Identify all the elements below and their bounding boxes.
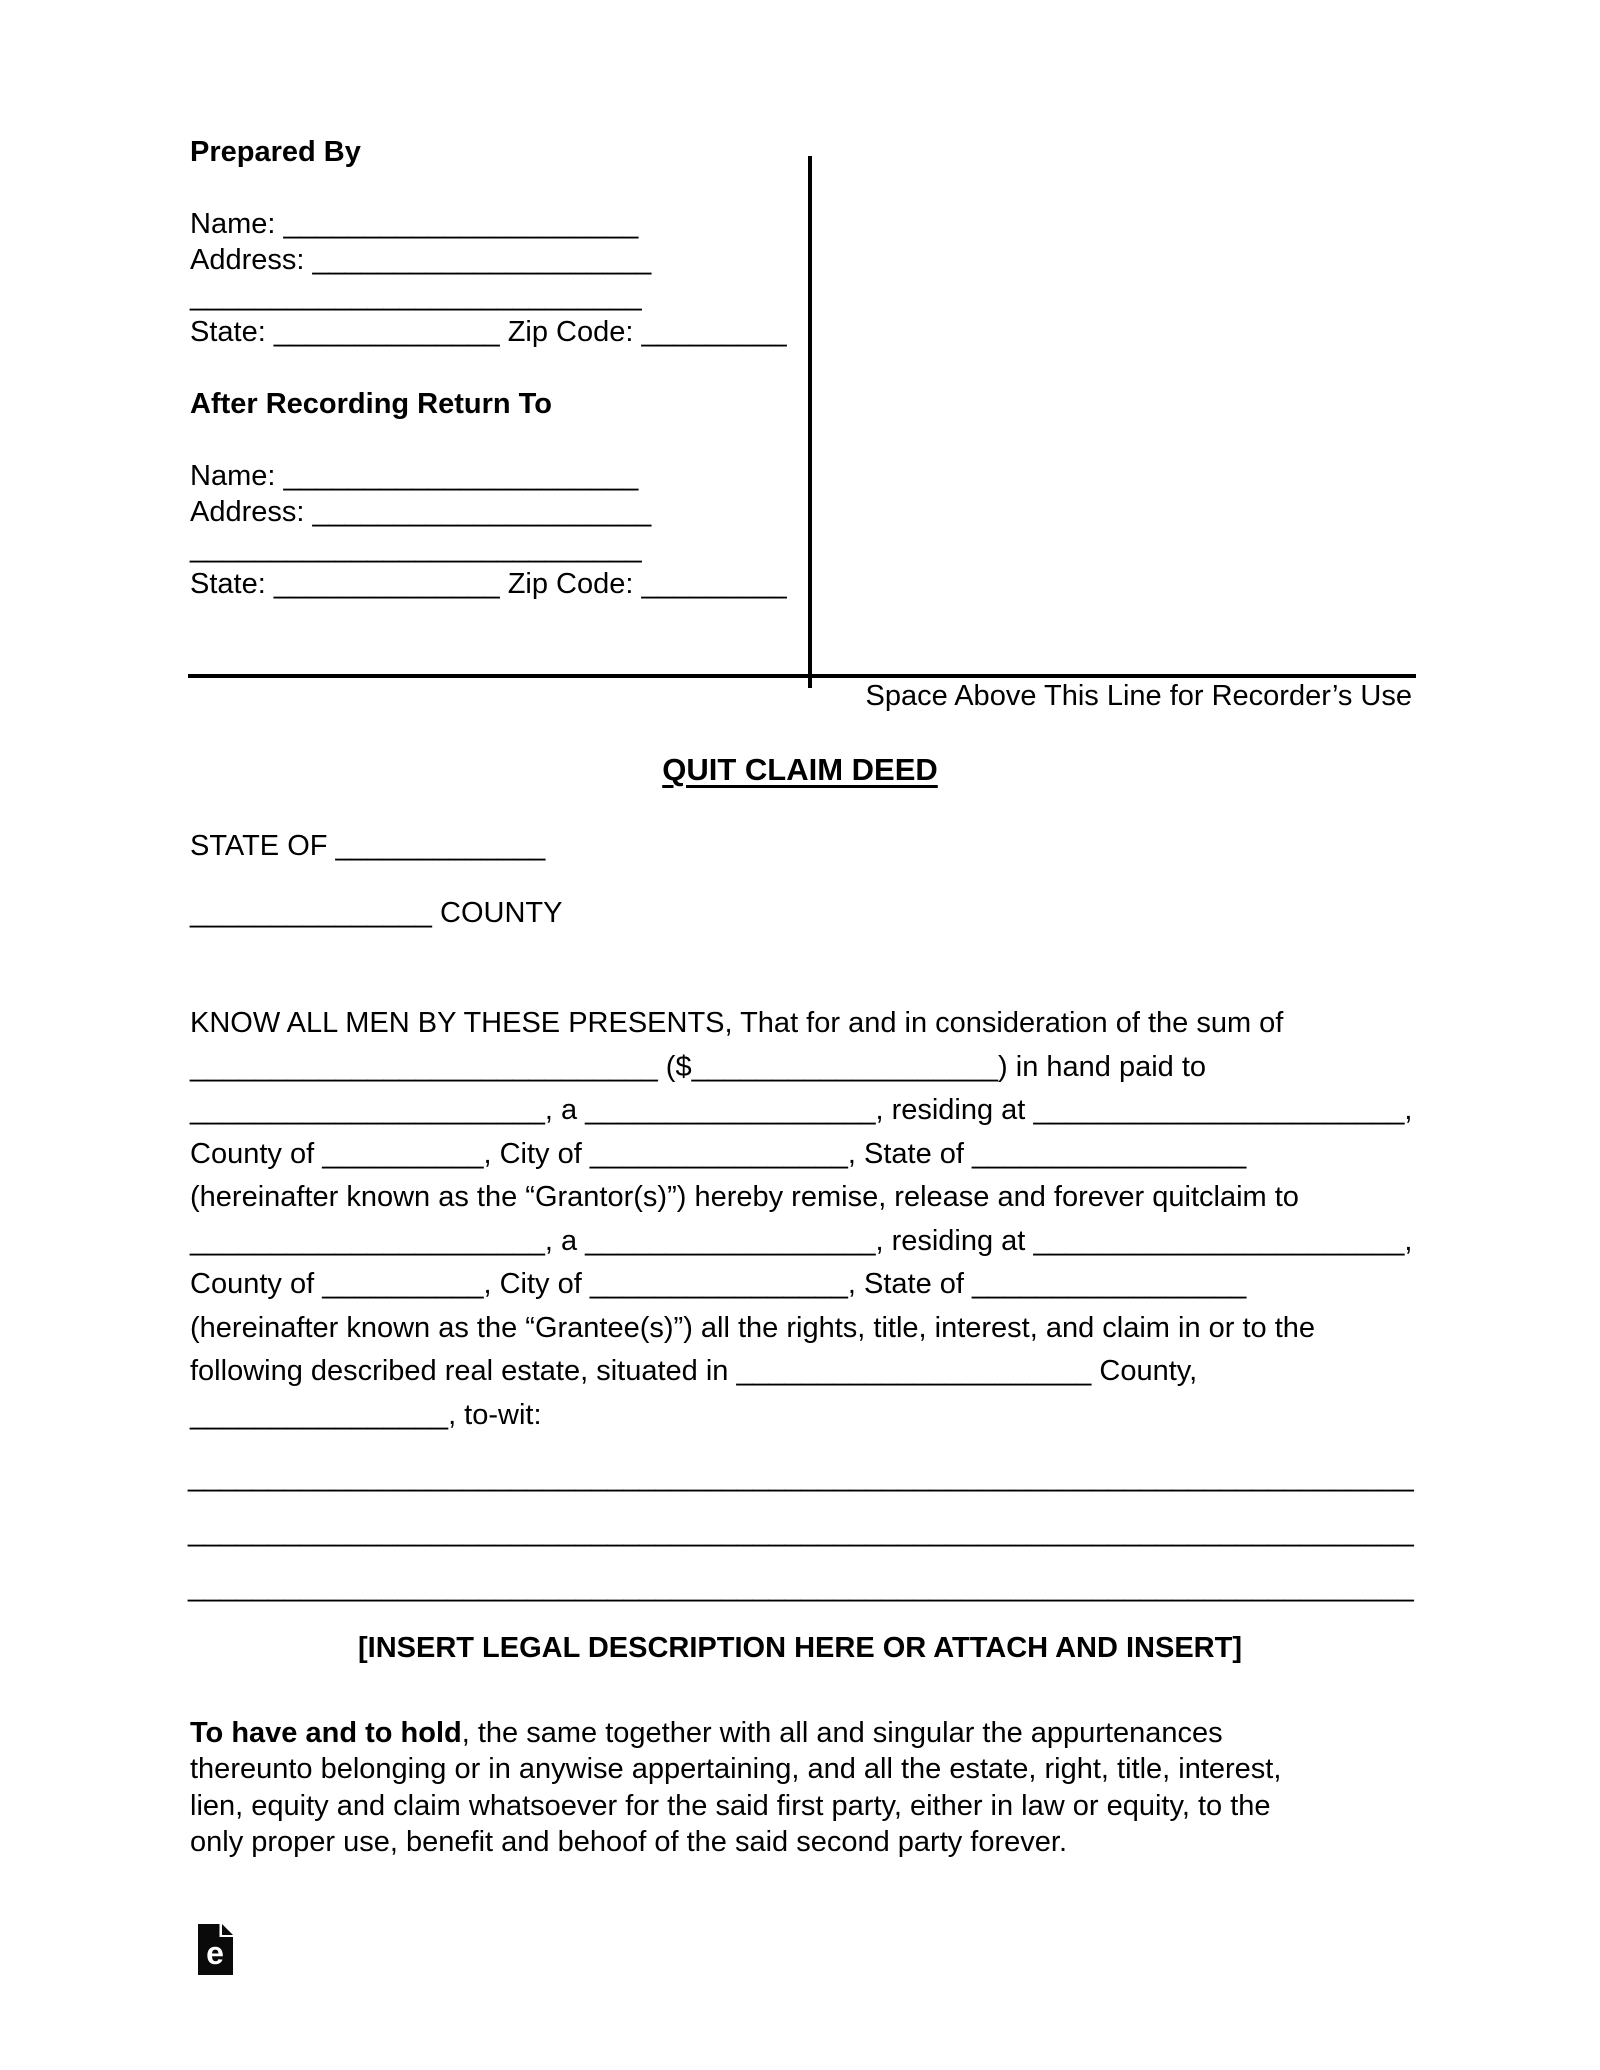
prepared-by-name-blank[interactable]: ______________________ xyxy=(283,208,639,240)
return-to-address-line-2 xyxy=(190,530,787,566)
state-of-blank[interactable]: _____________ xyxy=(335,830,546,862)
grantor-address-blank[interactable]: _______________________ xyxy=(1033,1094,1405,1126)
county-blank[interactable]: _______________ xyxy=(190,897,432,929)
prepared-by-name-line xyxy=(190,206,787,242)
state-of-line xyxy=(190,830,545,863)
text-run: , State of xyxy=(847,1137,973,1170)
grantee-state-blank[interactable]: _________________ xyxy=(972,1268,1247,1300)
recorder-horizontal-rule xyxy=(188,674,1416,678)
text-run: , a xyxy=(544,1224,586,1257)
habendum-paragraph xyxy=(190,1715,1450,1860)
grantor-name-blank[interactable]: ______________________ xyxy=(190,1094,545,1126)
text-run: , residing at xyxy=(875,1224,1034,1257)
return-to-name-blank[interactable]: ______________________ xyxy=(283,460,639,492)
state-label: State: xyxy=(190,316,274,348)
text-run: County, xyxy=(1091,1355,1198,1387)
legal-description-line-2[interactable]: ____________________________________________________________________________ xyxy=(188,1516,1414,1548)
address-label: Address: xyxy=(190,496,313,528)
zip-code-label: Zip Code: xyxy=(499,316,642,348)
prepared-by-zip-blank[interactable]: _________ xyxy=(641,316,787,348)
recorder-box-vertical-divider xyxy=(808,156,812,688)
state-of-label: STATE OF xyxy=(190,830,336,862)
habendum-line-4: only proper use, benefit and behoof of the said second party forever. xyxy=(190,1825,1068,1858)
prepared-by-address-line xyxy=(190,242,787,278)
svg-text:e: e xyxy=(206,1935,224,1971)
return-to-name-line xyxy=(190,458,787,494)
property-county-blank[interactable]: ______________________ xyxy=(736,1355,1092,1387)
property-state-blank[interactable]: ________________ xyxy=(190,1398,449,1431)
return-to-state-blank[interactable]: ______________ xyxy=(273,568,500,600)
habendum-line-3: lien, equity and claim whatsoever for the said first party, either in law or equity, to the xyxy=(190,1789,1271,1822)
text-run: , to-wit: xyxy=(448,1398,542,1431)
name-label: Name: xyxy=(190,460,284,492)
text-run: , xyxy=(1404,1224,1413,1257)
state-label: State: xyxy=(190,568,274,600)
text-run: , State of xyxy=(847,1268,973,1300)
deed-line-1: KNOW ALL MEN BY THESE PRESENTS, That for and in consideration of the sum of xyxy=(190,1007,1284,1039)
text-run: , a xyxy=(544,1094,586,1126)
consideration-amount-words-blank[interactable]: _____________________________ xyxy=(190,1050,658,1083)
deed-line-6 xyxy=(190,1220,1450,1264)
county-label: COUNTY xyxy=(431,897,563,929)
habendum-line-1 xyxy=(190,1715,1450,1751)
deed-body-paragraph xyxy=(190,1002,1450,1437)
grantor-county-blank[interactable]: __________ xyxy=(322,1137,484,1170)
text-run: , the same together with all and singular the appurtenances xyxy=(461,1717,1223,1749)
prepared-by-heading: Prepared By xyxy=(190,136,361,168)
consideration-amount-number-blank[interactable]: ___________________ xyxy=(691,1050,999,1083)
deed-line-7 xyxy=(190,1263,1450,1307)
grantee-city-blank[interactable]: ________________ xyxy=(589,1268,848,1300)
eforms-logo-icon xyxy=(198,1924,233,1975)
grantor-city-blank[interactable]: ________________ xyxy=(589,1137,848,1170)
habendum-line-2: thereunto belonging or in anywise appertaining, and all the estate, right, title, interest, xyxy=(190,1753,1282,1786)
address-label: Address: xyxy=(190,244,313,276)
document-title: QUIT CLAIM DEED xyxy=(662,752,938,787)
prepared-by-address-blank-2[interactable]: ____________________________ xyxy=(190,280,642,312)
text-run: , City of xyxy=(483,1268,590,1300)
return-to-address-blank[interactable]: _____________________ xyxy=(312,496,652,528)
prepared-by-address-line-2 xyxy=(190,278,787,314)
return-to-address-line xyxy=(190,494,787,530)
text-run: , City of xyxy=(483,1137,590,1170)
grantee-county-blank[interactable]: __________ xyxy=(322,1268,484,1300)
deed-line-8: (hereinafter known as the “Grantee(s)”) all the rights, title, interest, and claim in or to the xyxy=(190,1311,1316,1344)
name-label: Name: xyxy=(190,208,284,240)
deed-line-4 xyxy=(190,1133,1450,1177)
recorder-header-blocks xyxy=(190,134,787,602)
grantee-address-blank[interactable]: _______________________ xyxy=(1033,1224,1405,1257)
deed-line-2 xyxy=(190,1046,1450,1090)
text-run: , residing at xyxy=(875,1094,1034,1126)
return-to-zip-blank[interactable]: _________ xyxy=(641,568,787,600)
insert-legal-description-note: [INSERT LEGAL DESCRIPTION HERE OR ATTACH AND INSERT] xyxy=(358,1632,1242,1664)
grantor-entity-type-blank[interactable]: __________________ xyxy=(585,1094,876,1126)
return-to-heading: After Recording Return To xyxy=(190,388,552,420)
prepared-by-state-blank[interactable]: ______________ xyxy=(273,316,500,348)
text-run: ) in hand paid to xyxy=(998,1050,1207,1083)
deed-line-5: (hereinafter known as the “Grantor(s)”) hereby remise, release and forever quitclaim to xyxy=(190,1181,1299,1213)
text-run: , xyxy=(1404,1094,1413,1126)
grantor-state-blank[interactable]: _________________ xyxy=(972,1137,1247,1170)
to-have-and-to-hold-lead: To have and to hold xyxy=(190,1717,462,1749)
legal-description-area xyxy=(188,1450,1414,1615)
recorder-use-note: Space Above This Line for Recorder’s Use xyxy=(865,680,1412,712)
legal-description-line-1[interactable]: ____________________________________________________________________________ xyxy=(188,1461,1414,1493)
deed-line-3 xyxy=(190,1089,1450,1133)
prepared-by-address-blank[interactable]: _____________________ xyxy=(312,244,652,276)
return-to-state-zip-line xyxy=(190,566,787,602)
grantee-name-blank[interactable]: ______________________ xyxy=(190,1224,545,1257)
county-line xyxy=(190,897,562,930)
prepared-by-state-zip-line xyxy=(190,314,787,350)
return-to-address-blank-2[interactable]: ____________________________ xyxy=(190,532,642,564)
text-run: County of xyxy=(190,1137,323,1170)
deed-line-9 xyxy=(190,1350,1450,1394)
grantee-entity-type-blank[interactable]: __________________ xyxy=(585,1224,876,1257)
text-run: following described real estate, situated in xyxy=(190,1355,737,1387)
text-run: ($ xyxy=(657,1050,692,1083)
legal-description-line-3[interactable]: ____________________________________________________________________________ xyxy=(188,1571,1414,1603)
zip-code-label: Zip Code: xyxy=(499,568,642,600)
text-run: County of xyxy=(190,1268,323,1300)
deed-line-10 xyxy=(190,1394,1450,1438)
